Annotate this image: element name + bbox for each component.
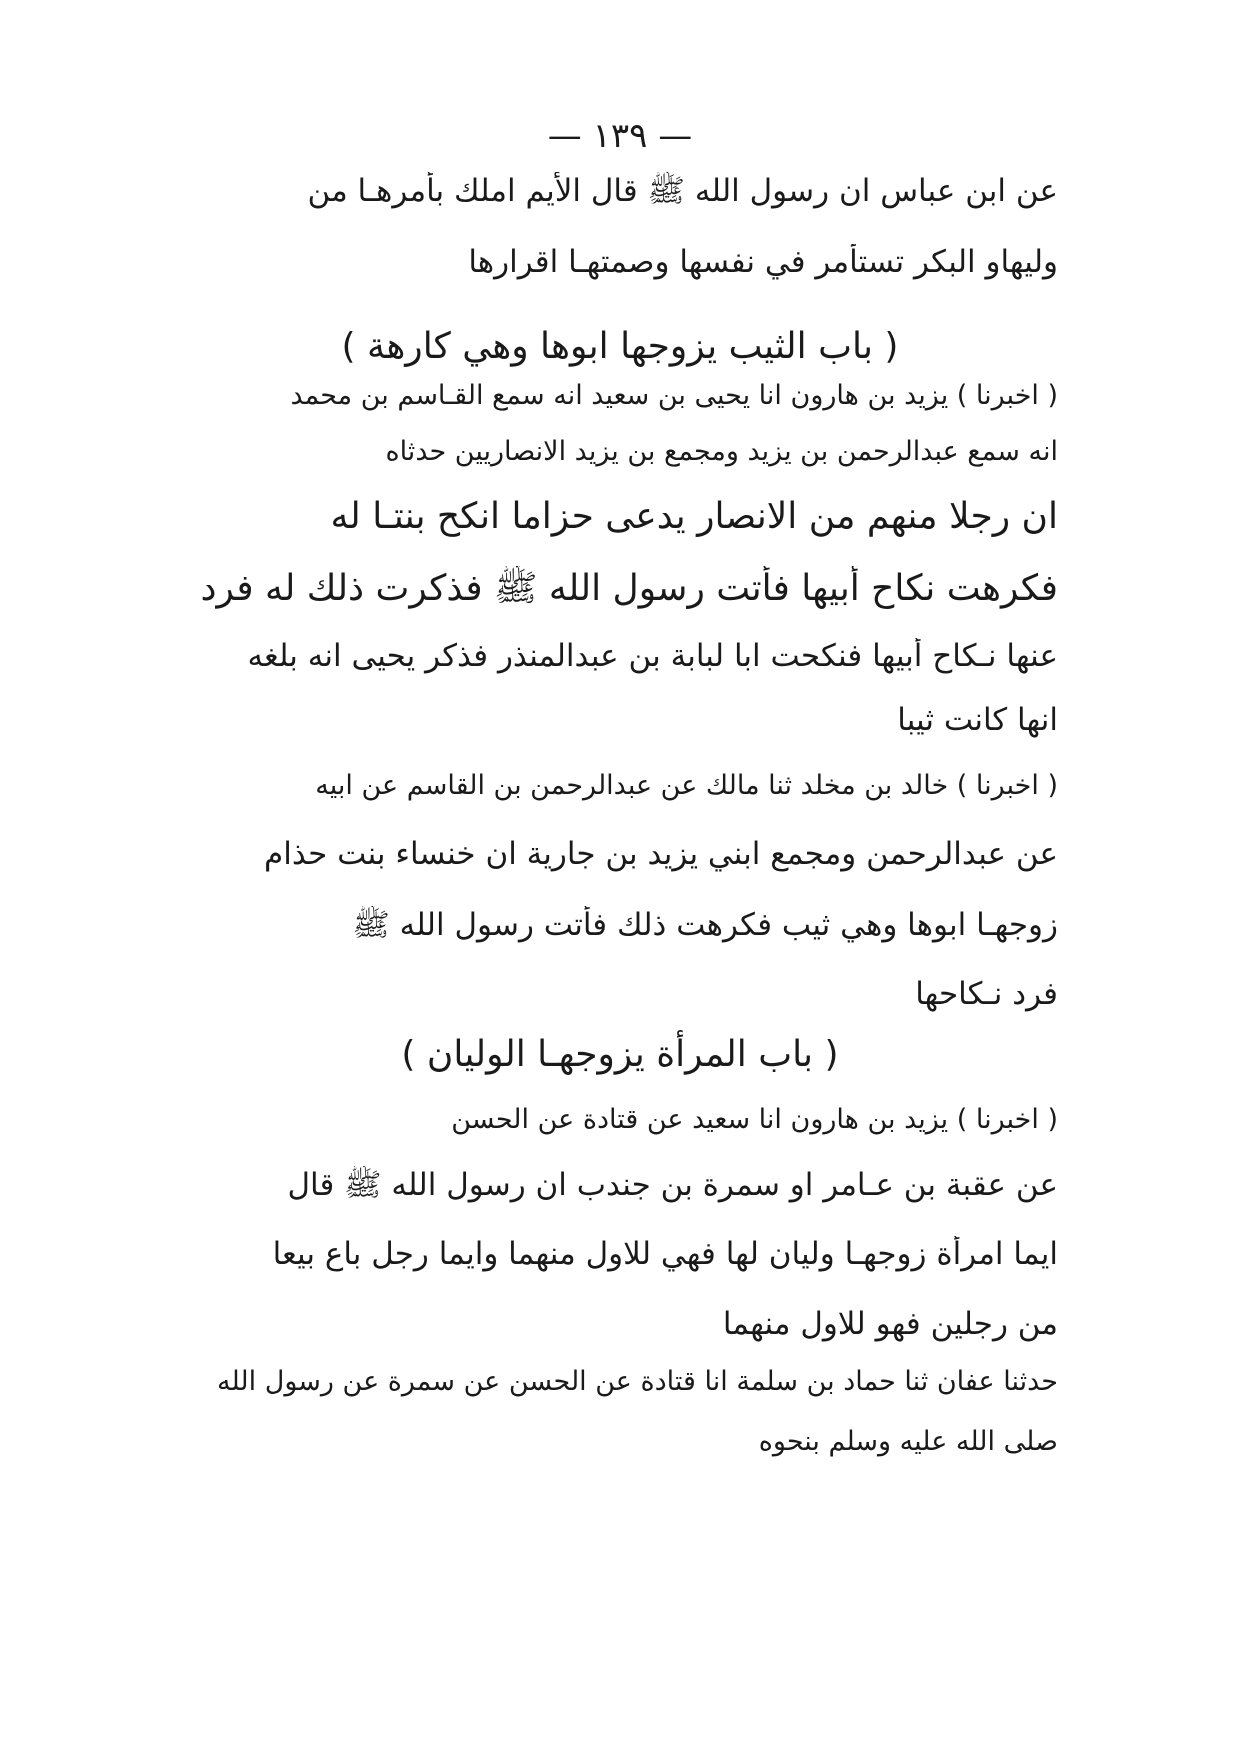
- text-line: ( اخبرنا ) يزيد بن هارون انا يحيى بن سعيد انه سمع القـاسم بن محمد: [290, 380, 1058, 411]
- text-line: عنها نـكاح أبيها فنكحت ابا لبابة بن عبدالمنذر فذكر يحيى انه بلغه: [247, 638, 1058, 674]
- text-line: انها كانت ثيبا: [897, 702, 1058, 738]
- text-line: حدثنا عفان ثنا حماد بن سلمة انا قتادة عن الحسن عن سمرة عن رسول الله: [216, 1366, 1058, 1397]
- section-heading: ( باب الثيب يزوجها ابوها وهي كارهة ): [341, 326, 899, 367]
- text-line: وليهاو البكر تستأمر في نفسها وصمتهـا اقرارها: [468, 244, 1058, 280]
- text-line: صلى الله عليه وسلم بنحوه: [758, 1426, 1058, 1457]
- text-line: فرد نـكاحها: [915, 976, 1058, 1012]
- text-line: عن ابن عباس ان رسول الله ﷺ قال الأيم املك بأمرهـا من: [307, 173, 1058, 209]
- page-number: — ١٣٩ —: [547, 116, 693, 156]
- text-line: ( اخبرنا ) يزيد بن هارون انا سعيد عن قتادة عن الحسن: [451, 1104, 1058, 1135]
- text-line: عن عبدالرحمن ومجمع ابني يزيد بن جارية ان خنساء بنت حذام: [264, 836, 1058, 872]
- text-line: فكرهت نكاح أبيها فأتت رسول الله ﷺ فذكرت ذلك له فرد: [200, 568, 1058, 609]
- text-line: عن عقبة بن عـامر او سمرة بن جندب ان رسول الله ﷺ قال: [287, 1167, 1058, 1203]
- body-text: [178, 0, 1058, 1754]
- text-line: ( اخبرنا ) خالد بن مخلد ثنا مالك عن عبدالرحمن بن القاسم عن ابيه: [315, 770, 1058, 801]
- text-line: ان رجلا منهم من الانصار يدعى حزاما انكح بنتـا له: [330, 496, 1058, 537]
- text-line: انه سمع عبدالرحمن بن يزيد ومجمع بن يزيد الانصاريين حدثاه: [385, 436, 1058, 467]
- text-line: من رجلين فهو للاول منهما: [722, 1306, 1058, 1342]
- text-line: ايما امرأة زوجهـا وليان لها فهي للاول منهما وايما رجل باع بيعا: [272, 1236, 1058, 1272]
- section-heading: ( باب المرأة يزوجهـا الوليان ): [401, 1034, 839, 1075]
- text-line: زوجهـا ابوها وهي ثيب فكرهت ذلك فأتت رسول الله ﷺ: [352, 907, 1058, 943]
